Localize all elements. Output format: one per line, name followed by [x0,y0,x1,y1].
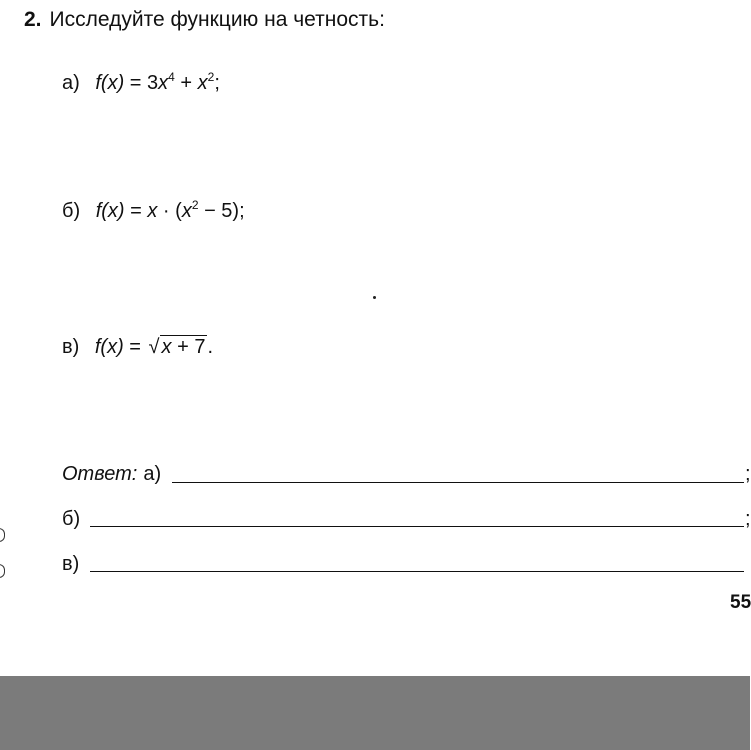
minus-five-close: − 5); [198,200,245,222]
margin-mark [0,564,5,578]
sqrt-icon: √ [148,336,160,358]
variable-x: x [197,72,208,94]
task-number: 2. [24,8,42,31]
answer-row-c [62,553,79,576]
variable-x: x [181,200,192,222]
answer-label: Ответ: [62,463,138,485]
plus-sign: + [174,72,198,94]
background-band [0,676,750,750]
sqrt-expression [147,336,208,359]
radicand [160,335,208,358]
margin-mark [0,528,5,542]
item-c-marker: в) [62,336,80,358]
equals-sign: = [124,200,148,222]
item-c [62,336,213,359]
task-heading [24,8,385,32]
variable-x: x [158,72,169,94]
task-title-text: Исследуйте функцию на четность: [49,8,385,31]
stray-dot [373,296,376,299]
item-b-formula [96,200,245,222]
page-number: 55 [730,592,751,613]
variable-x: x [147,200,158,222]
answer-a-semicolon: ; [745,463,751,485]
answer-b-marker: б) [62,508,81,530]
item-a-marker: а) [62,72,80,94]
exponent: 2 [207,70,215,84]
answer-b-line[interactable] [90,526,744,527]
item-c-formula [95,336,213,358]
variable-x: x [161,336,172,358]
equals-sign: = [123,336,147,358]
exponent: 2 [191,198,199,212]
fx-label: f(x) [95,72,125,94]
open-paren: ( [175,200,182,222]
answer-a-marker: а) [143,463,162,485]
period: . [207,336,214,358]
semicolon: ; [214,72,220,94]
answer-row-b [62,508,80,531]
plus-seven: + 7 [171,336,206,358]
coefficient: 3 [147,72,159,94]
answer-b-semicolon: ; [745,508,751,530]
fx-label: f(x) [95,200,125,222]
item-b-marker: б) [62,200,81,222]
item-b [62,200,245,223]
multiply-dot: · [157,200,176,222]
exponent: 4 [168,70,175,84]
equals-sign: = [124,72,148,94]
answer-c-marker: в) [62,553,80,575]
answer-row-a [62,463,161,486]
answer-a-line[interactable] [172,482,744,483]
fx-label: f(x) [94,336,124,358]
item-a-formula [95,72,220,94]
item-a [62,72,220,95]
answer-c-line[interactable] [90,571,744,572]
